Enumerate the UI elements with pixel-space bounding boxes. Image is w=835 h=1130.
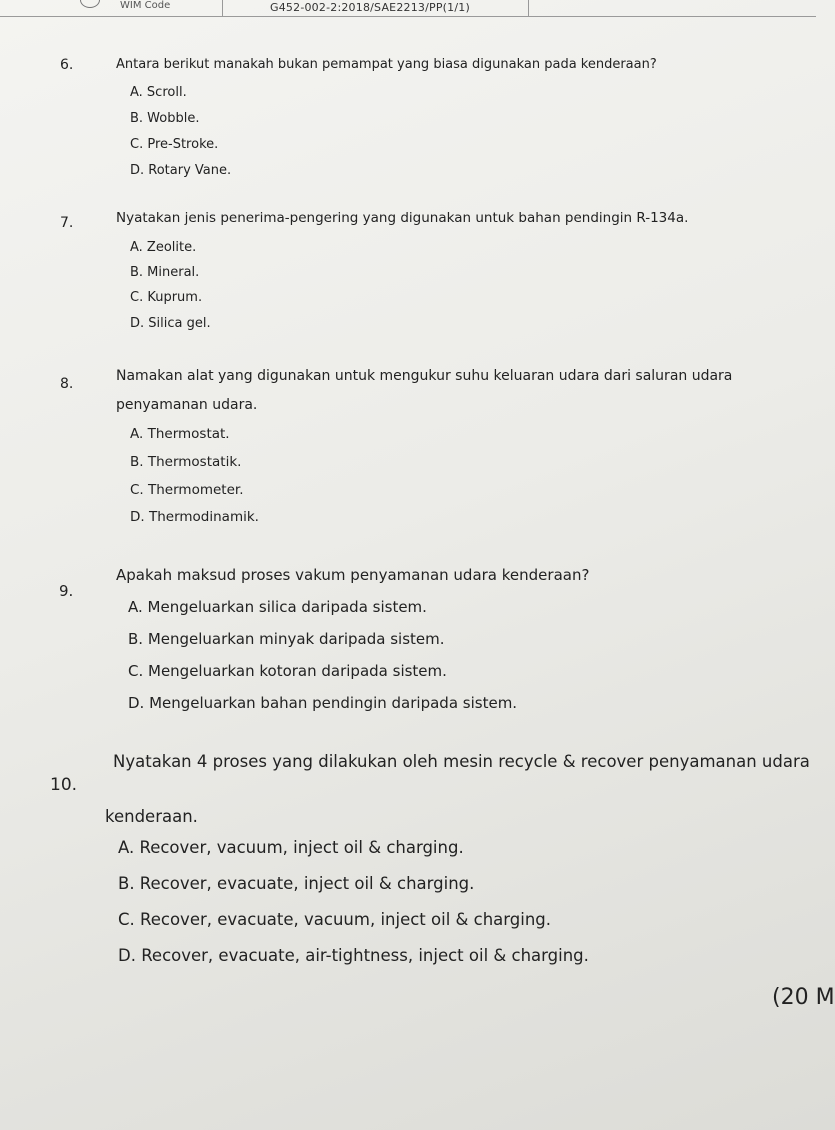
page-header bbox=[0, 0, 816, 17]
question-text: Apakah maksud proses vakum penyamanan udara kenderaan? bbox=[116, 566, 590, 584]
question-number: 7. bbox=[60, 215, 74, 231]
option-c: C. Mengeluarkan kotoran daripada sistem. bbox=[128, 662, 447, 680]
option-c: C. Recover, evacuate, vacuum, inject oil & charging. bbox=[118, 910, 551, 929]
option-b: B. Thermostatik. bbox=[130, 454, 242, 470]
wim-code-label: WIM Code bbox=[120, 0, 171, 11]
option-a: A. Thermostat. bbox=[130, 426, 230, 442]
option-c: C. Thermometer. bbox=[130, 482, 244, 498]
option-d: D. Silica gel. bbox=[130, 316, 211, 331]
option-d: D. Thermodinamik. bbox=[130, 509, 259, 525]
option-c: C. Pre-Stroke. bbox=[130, 137, 219, 152]
question-text: Antara berikut manakah bukan pemampat yang biasa digunakan pada kenderaan? bbox=[116, 57, 657, 72]
option-d: D. Recover, evacuate, air-tightness, inject oil & charging. bbox=[118, 946, 589, 965]
question-number: 8. bbox=[60, 376, 74, 392]
question-text-continued: penyamanan udara. bbox=[116, 397, 258, 413]
header-divider bbox=[222, 0, 223, 16]
header-divider bbox=[528, 0, 529, 16]
marks-label: (20 M bbox=[772, 985, 835, 1010]
question-text: Nyatakan 4 proses yang dilakukan oleh mesin recycle & recover penyamanan udara bbox=[113, 752, 810, 771]
question-number: 9. bbox=[59, 582, 74, 600]
option-a: A. Zeolite. bbox=[130, 240, 197, 255]
option-a: A. Scroll. bbox=[130, 85, 187, 100]
option-b: B. Wobble. bbox=[130, 111, 200, 126]
question-text: Namakan alat yang digunakan untuk mengukur suhu keluaran udara dari saluran udara bbox=[116, 368, 733, 384]
question-text: Nyatakan jenis penerima-pengering yang digunakan untuk bahan pendingin R-134a. bbox=[116, 210, 689, 226]
option-b: B. Recover, evacuate, inject oil & charging. bbox=[118, 874, 475, 893]
option-a: A. Mengeluarkan silica daripada sistem. bbox=[128, 598, 427, 616]
document-code: G452-002-2:2018/SAE2213/PP(1/1) bbox=[270, 1, 470, 14]
hole-punch-icon bbox=[80, 0, 100, 8]
question-number: 6. bbox=[60, 57, 74, 73]
option-a: A. Recover, vacuum, inject oil & charging. bbox=[118, 838, 464, 857]
option-d: D. Rotary Vane. bbox=[130, 163, 232, 178]
option-b: B. Mengeluarkan minyak daripada sistem. bbox=[128, 630, 445, 648]
question-number: 10. bbox=[50, 775, 78, 795]
option-d: D. Mengeluarkan bahan pendingin daripada sistem. bbox=[128, 694, 518, 712]
question-text-continued: kenderaan. bbox=[105, 807, 198, 826]
option-c: C. Kuprum. bbox=[130, 290, 203, 305]
option-b: B. Mineral. bbox=[130, 265, 200, 280]
